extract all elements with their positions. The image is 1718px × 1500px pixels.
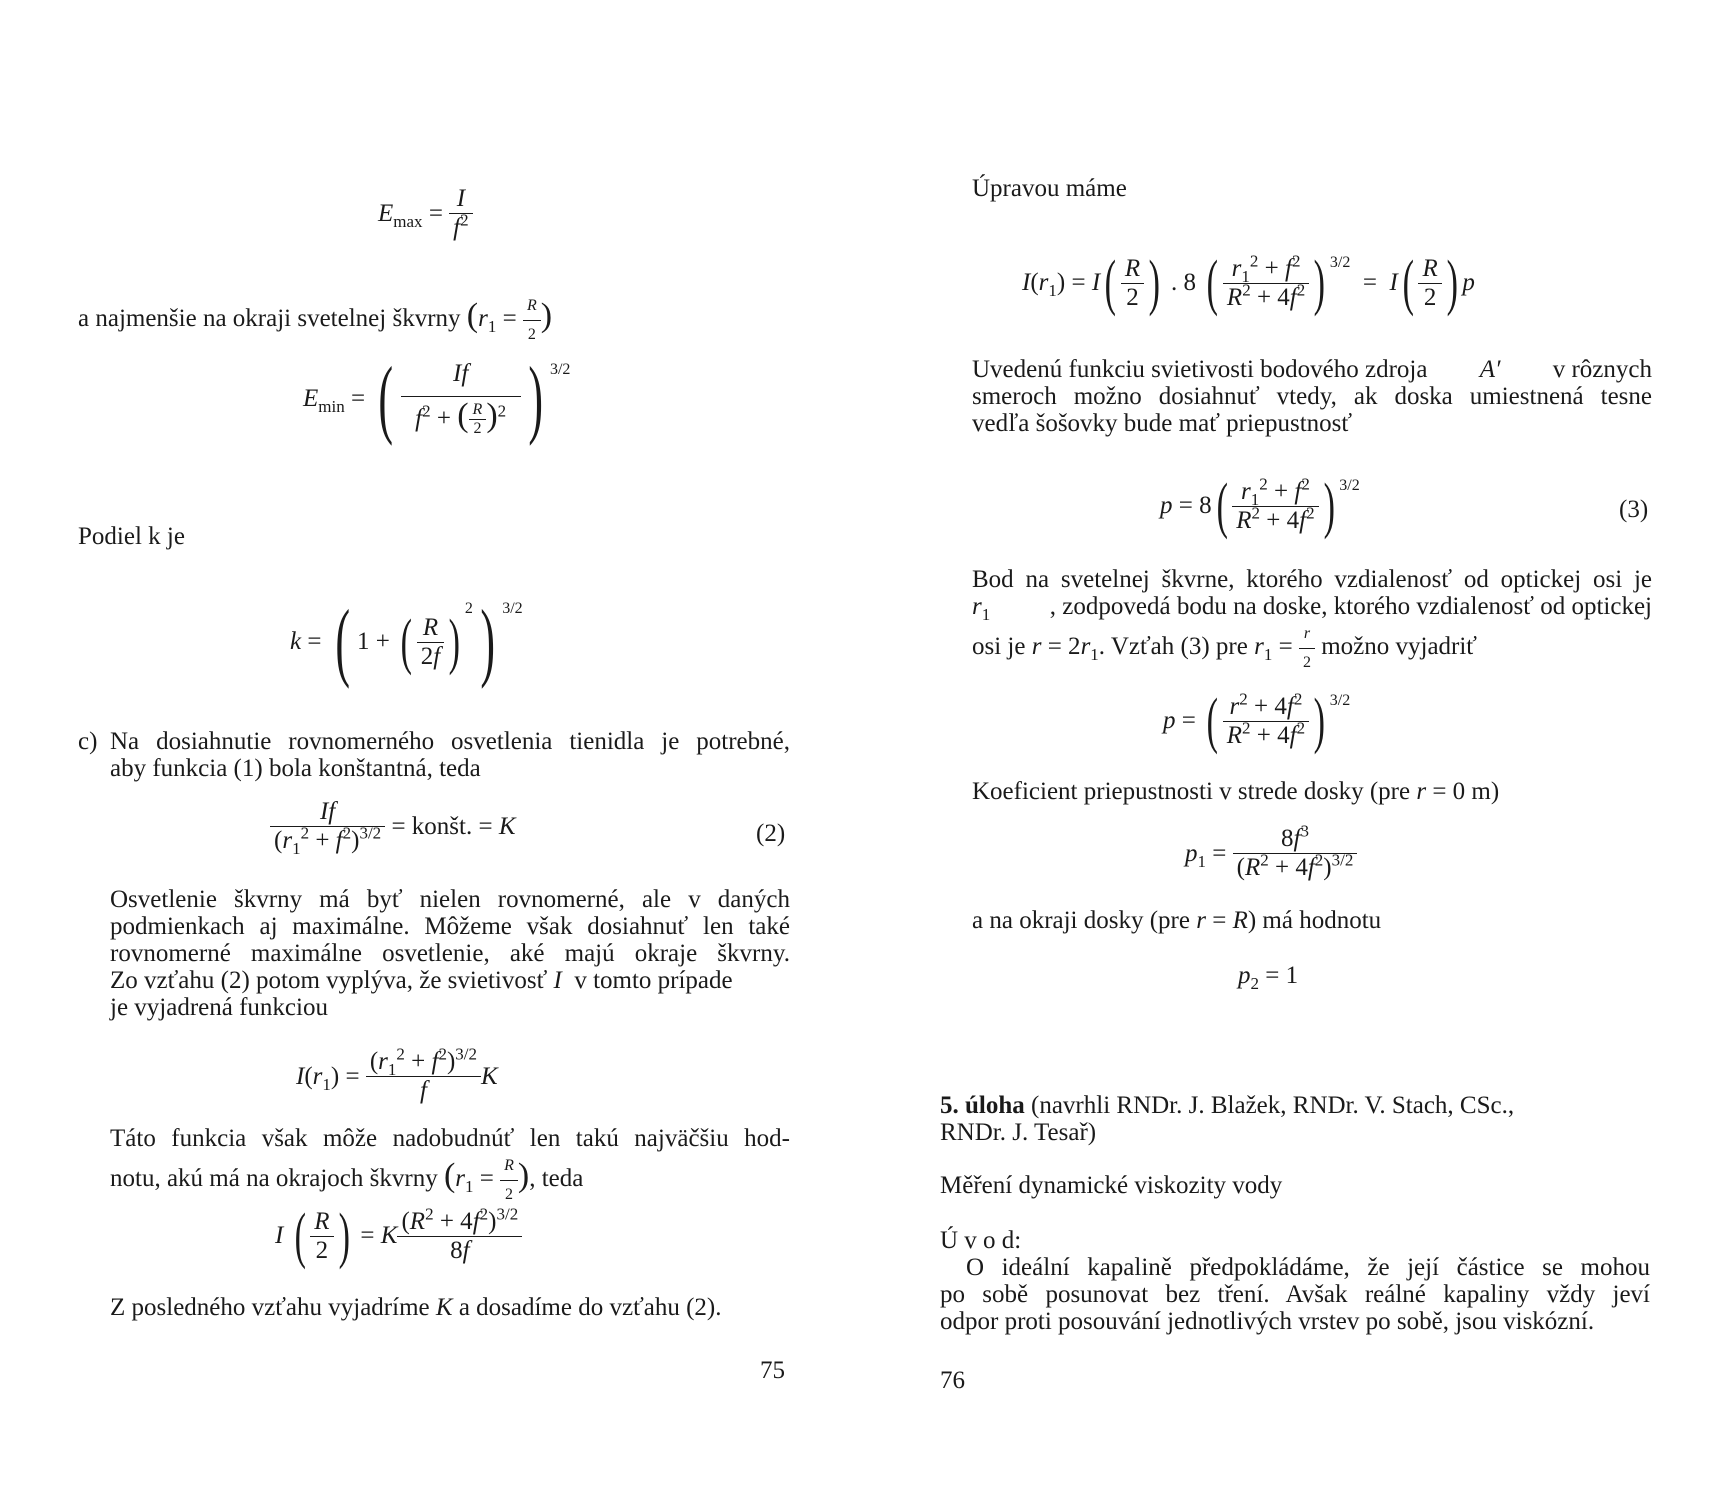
page-number: 76	[940, 1367, 965, 1394]
equation-2: $\frac{If}{(r_1^2 + f^2)^{3/2}}$ = konšt. = K	[270, 798, 516, 855]
paragraph-line: vedľa šošovky bude mať priepustnosť	[972, 410, 1353, 437]
paragraph-line: Bod na svetelnej škvrne, ktorého vzdialenosť od optickej osi je	[972, 566, 1652, 593]
paragraph-line: smeroch možno dosiahnuť vtedy, ak doska umiestnená tesne	[972, 383, 1652, 410]
intro-label: Ú v o d:	[940, 1227, 1022, 1254]
equation-number: (3)	[1619, 496, 1649, 523]
equation-p-r: p = ( $\frac{r^2 + 4f^2}{R^2 + 4f^2}$ ) 3/2	[1163, 687, 1351, 755]
task-name: Měření dynamické viskozity vody	[940, 1172, 1283, 1199]
paragraph-line: a najmenšie na okraji svetelnej škvrny ($r_1$ = $\frac{R}{2}$ )	[78, 292, 552, 349]
equation-k: k = ( 1 + ( $\frac{R}{2f}$ ) 2 ) 3/2	[290, 593, 523, 690]
paragraph-line: Táto funkcia však môže nadobudnúť len takú najväčšiu hod-	[110, 1125, 790, 1152]
equation-emax: $E_{max}$ = $\frac{I}{f^2}$	[378, 185, 473, 242]
equation-3: p = 8 ( $\frac{r_1^2 + f^2}{R^2 + 4f^2}$ ) 3/2	[1160, 472, 1360, 540]
paragraph-line: aby funkcia (1) bola konštantná, teda	[110, 755, 481, 782]
equation-p2: $p_2 = 1$	[1238, 962, 1299, 993]
paragraph-line: Koeficient priepustnosti v strede dosky (pre r = 0 m)	[972, 778, 1500, 805]
equation-upravou: $I(r_1) = I$ ( $\frac{R}{2}$ ) . 8 ( $\frac{r_1^2 + f^2}{R^2 + 4f^2}$ ) 3/2 = I ( $\frac{R}{2}$ ) p	[1022, 249, 1475, 317]
paragraph-line: notu, akú má na okrajoch škvrny ($r_1$ = $\frac{R}{2}$ ), teda	[110, 1152, 583, 1209]
equation-i-r1: $I(r_1)$ = $\frac{(r_1^2 + f^2)^{3/2}}{f}$ K	[296, 1044, 498, 1104]
paragraph-line: O ideální kapalině předpokládáme, že její částice se mohou	[966, 1254, 1650, 1281]
paragraph-line: Na dosiahnutie rovnomerného osvetlenia tienidla je potrebné,	[110, 728, 790, 755]
equation-p1: $p_1$ = $\frac{8f^3}{(R^2 + 4f^2)^{3/2}}$	[1185, 825, 1357, 882]
paragraph-line: osi je $r = 2r_1$. Vzťah (3) pre $r_1$ = $\frac{r}{2}$ možno vyjadriť	[972, 620, 1477, 677]
paragraph-line: Uvedenú funkciu svietivosti bodového zdroja A′ v rôznych	[972, 356, 1652, 383]
paragraph-line: a na okraji dosky (pre r = R) má hodnotu	[972, 907, 1382, 934]
paragraph-line: $r_1$ , zodpovedá bodu na doske, ktorého vzdialenosť od optickej	[972, 593, 1652, 624]
equation-i-r2: I ( $\frac{R}{2}$ ) = K $\frac{(R^2 + 4f^2)^{3/2}}{8f}$	[275, 1205, 522, 1267]
paragraph-line: podmienkach aj maximálne. Môžeme však dosiahnuť len také	[110, 913, 790, 940]
paragraph-line: po sobě posunovat bez tření. Avšak reálné kapaliny vždy jeví	[940, 1281, 1650, 1308]
paragraph-line: Z posledného vzťahu vyjadríme K a dosadíme do vzťahu (2).	[110, 1294, 722, 1321]
paragraph-line: Podiel k je	[78, 523, 185, 550]
paragraph-line: je vyjadrená funkciou	[110, 994, 328, 1021]
list-label: c)	[78, 728, 98, 755]
equation-emin: $E_{min}$ = ( If $f^2$ + ( $\frac{R}{2}$ )$^2$ ) 3/2	[303, 350, 571, 447]
page-number: 75	[760, 1357, 785, 1384]
equation-number: (2)	[756, 820, 786, 847]
paragraph-line: odpor proti posouvání jednotlivých vrstev po sobě, jsou viskózní.	[940, 1308, 1595, 1335]
paragraph-line: Zo vzťahu (2) potom vyplýva, že svietivosť I v tomto prípade	[110, 967, 733, 994]
paragraph-line: rovnomerné maximálne osvetlenie, aké majú okraje škvrny.	[110, 940, 790, 967]
paragraph-line: Úpravou máme	[972, 175, 1127, 202]
section-heading: RNDr. J. Tesař)	[940, 1119, 1097, 1146]
paragraph-line: Osvetlenie škvrny má byť nielen rovnomerné, ale v daných	[110, 886, 790, 913]
section-heading: 5. úloha (navrhli RNDr. J. Blažek, RNDr. V. Stach, CSc.,	[940, 1092, 1515, 1119]
